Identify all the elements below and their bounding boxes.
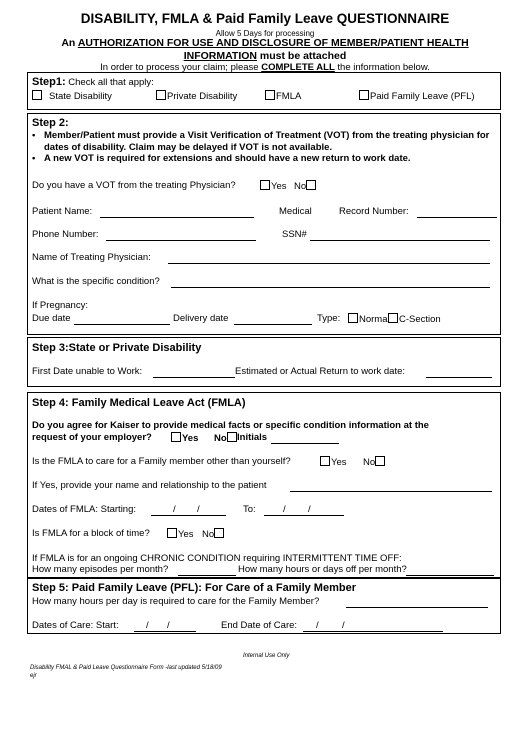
internal-use-label: Internal Use Only: [243, 653, 290, 659]
step5-heading: Step 5: Paid Family Leave (PFL): For Care of a Family Member: [32, 582, 356, 594]
pregnancy-label: If Pregnancy:: [32, 300, 88, 311]
return-date-field[interactable]: [426, 377, 492, 378]
state-disability-checkbox[interactable]: [32, 90, 42, 100]
physician-field[interactable]: [168, 263, 490, 264]
vot-no-checkbox[interactable]: [306, 180, 316, 190]
step2-heading: Step 2:: [32, 117, 69, 129]
care-start-date-field[interactable]: [134, 631, 196, 632]
processing-note: Allow 5 Days for processing: [215, 29, 315, 38]
record-number-label: Record Number:: [339, 206, 409, 217]
step3-heading: Step 3:State or Private Disability: [32, 342, 202, 354]
patient-name-label: Patient Name:: [32, 206, 93, 217]
consent-question-line-2: request of your employer?: [32, 432, 152, 443]
episodes-label: How many episodes per month?: [32, 564, 169, 575]
step4-heading: Step 4: Family Medical Leave Act (FMLA): [32, 397, 246, 409]
consent-yes-checkbox[interactable]: [171, 432, 181, 442]
patient-name-field[interactable]: [100, 217, 254, 218]
care-start-slash-1: /: [146, 620, 149, 631]
start-slash-1: /: [173, 504, 176, 515]
block-time-question: Is FMLA for a block of time?: [32, 528, 150, 539]
csection-option[interactable]: C-Section: [388, 313, 441, 325]
normal-option[interactable]: Normal: [348, 313, 390, 325]
step3-section: [27, 337, 501, 387]
step5-section: [27, 578, 501, 634]
option-pfl[interactable]: Paid Family Leave (PFL): [359, 90, 475, 102]
block-no-checkbox[interactable]: [214, 528, 224, 538]
due-date-field[interactable]: [74, 324, 170, 325]
end-date-of-care-label: End Date of Care:: [221, 620, 298, 631]
start-slash-2: /: [197, 504, 200, 515]
vot-yes-option[interactable]: Yes: [260, 180, 287, 192]
consent-no-option[interactable]: No: [214, 432, 238, 444]
block-yes-checkbox[interactable]: [167, 528, 177, 538]
authorization-line-1: An AUTHORIZATION FOR USE AND DISCLOSURE OF MEMBER/PATIENT HEALTH: [61, 37, 469, 49]
ssn-label: SSN#: [282, 229, 307, 240]
delivery-date-field[interactable]: [234, 324, 312, 325]
first-date-label: First Date unable to Work:: [32, 366, 143, 377]
care-start-slash-2: /: [167, 620, 170, 631]
hours-days-field[interactable]: [406, 575, 494, 576]
option-private-disability[interactable]: Private Disability: [156, 90, 237, 102]
vot-bullet: • Member/Patient must provide a Visit Verification of Treatment (VOT) from the treating physician for dates of disability. Claim may be delayed if VOT is not available.: [30, 130, 498, 153]
family-no-checkbox[interactable]: [375, 456, 385, 466]
step1-section: [27, 72, 501, 110]
care-end-slash-2: /: [342, 620, 345, 631]
care-end-slash-1: /: [316, 620, 319, 631]
form-version-note: Disability FMAL & Paid Leave Questionnaire Form -last updated 5/18/09: [30, 665, 222, 671]
form-title: DISABILITY, FMLA & Paid Family Leave QUESTIONNAIRE: [80, 11, 450, 26]
to-label: To:: [243, 504, 256, 515]
medical-label: Medical: [279, 206, 312, 217]
vot-requirements-list: [30, 130, 498, 165]
vot-yes-checkbox[interactable]: [260, 180, 270, 190]
private-disability-checkbox[interactable]: [156, 90, 166, 100]
block-no-option[interactable]: No: [202, 528, 225, 540]
record-number-field[interactable]: [417, 217, 497, 218]
step1-heading-line: Step1: Check all that apply:: [32, 76, 154, 88]
condition-field[interactable]: [171, 287, 490, 288]
delivery-date-label: Delivery date: [173, 313, 229, 324]
fmla-end-date-field[interactable]: [264, 515, 344, 516]
fmla-checkbox[interactable]: [265, 90, 275, 100]
relationship-label: If Yes, provide your name and relationship to the patient: [32, 480, 267, 491]
csection-checkbox[interactable]: [388, 313, 398, 323]
family-no-option[interactable]: No: [363, 456, 386, 468]
step2-section: [27, 113, 501, 335]
vot-question: Do you have a VOT from the treating Physician?: [32, 180, 236, 191]
consent-question-line-1: Do you agree for Kaiser to provide medical facts or specific condition information at the: [32, 420, 429, 431]
vot-no-option[interactable]: No: [294, 180, 317, 192]
type-label: Type:: [317, 313, 341, 324]
consent-no-checkbox[interactable]: [227, 432, 237, 442]
authorization-line-2: INFORMATION must be attached: [183, 50, 347, 62]
family-member-question: Is the FMLA to care for a Family member other than yourself?: [32, 456, 291, 467]
due-date-label: Due date: [32, 313, 71, 324]
dates-of-care-label: Dates of Care: Start:: [32, 620, 119, 631]
step4-section: [27, 392, 501, 578]
hours-days-label: How many hours or days off per month?: [238, 564, 407, 575]
care-hours-label: How many hours per day is required to care for the Family Member?: [32, 596, 320, 607]
new-vot-bullet: • A new VOT is required for extensions and should have a new return to work date.: [30, 153, 498, 165]
care-end-date-field[interactable]: [303, 631, 443, 632]
normal-checkbox[interactable]: [348, 313, 358, 323]
fmla-dates-label: Dates of FMLA: Starting:: [32, 504, 137, 515]
return-date-label: Estimated or Actual Return to work date:: [235, 366, 406, 377]
care-hours-field[interactable]: [346, 607, 488, 608]
first-date-field[interactable]: [153, 377, 235, 378]
phone-field[interactable]: [106, 240, 256, 241]
block-yes-option[interactable]: Yes: [167, 528, 194, 540]
family-yes-checkbox[interactable]: [320, 456, 330, 466]
family-yes-option[interactable]: Yes: [320, 456, 347, 468]
initials-label: Initials: [237, 432, 268, 443]
author-initials: ejr: [30, 673, 37, 679]
episodes-field[interactable]: [178, 575, 236, 576]
instructions-line: In order to process your claim; please COMPLETE ALL the information below.: [100, 62, 430, 73]
fmla-start-date-field[interactable]: [151, 515, 226, 516]
pfl-checkbox[interactable]: [359, 90, 369, 100]
relationship-field[interactable]: [290, 491, 492, 492]
phone-label: Phone Number:: [32, 229, 99, 240]
consent-yes-option[interactable]: Yes: [171, 432, 198, 444]
chronic-condition-label: If FMLA is for an ongoing CHRONIC CONDITION requiring INTERMITTENT TIME OFF:: [32, 553, 402, 564]
initials-field[interactable]: [271, 443, 339, 444]
ssn-field[interactable]: [310, 240, 490, 241]
end-slash-2: /: [308, 504, 311, 515]
option-state-disability[interactable]: State Disability: [32, 90, 112, 102]
option-fmla[interactable]: FMLA: [265, 90, 301, 102]
end-slash-1: /: [283, 504, 286, 515]
physician-label: Name of Treating Physician:: [32, 252, 151, 263]
condition-label: What is the specific condition?: [32, 276, 160, 287]
